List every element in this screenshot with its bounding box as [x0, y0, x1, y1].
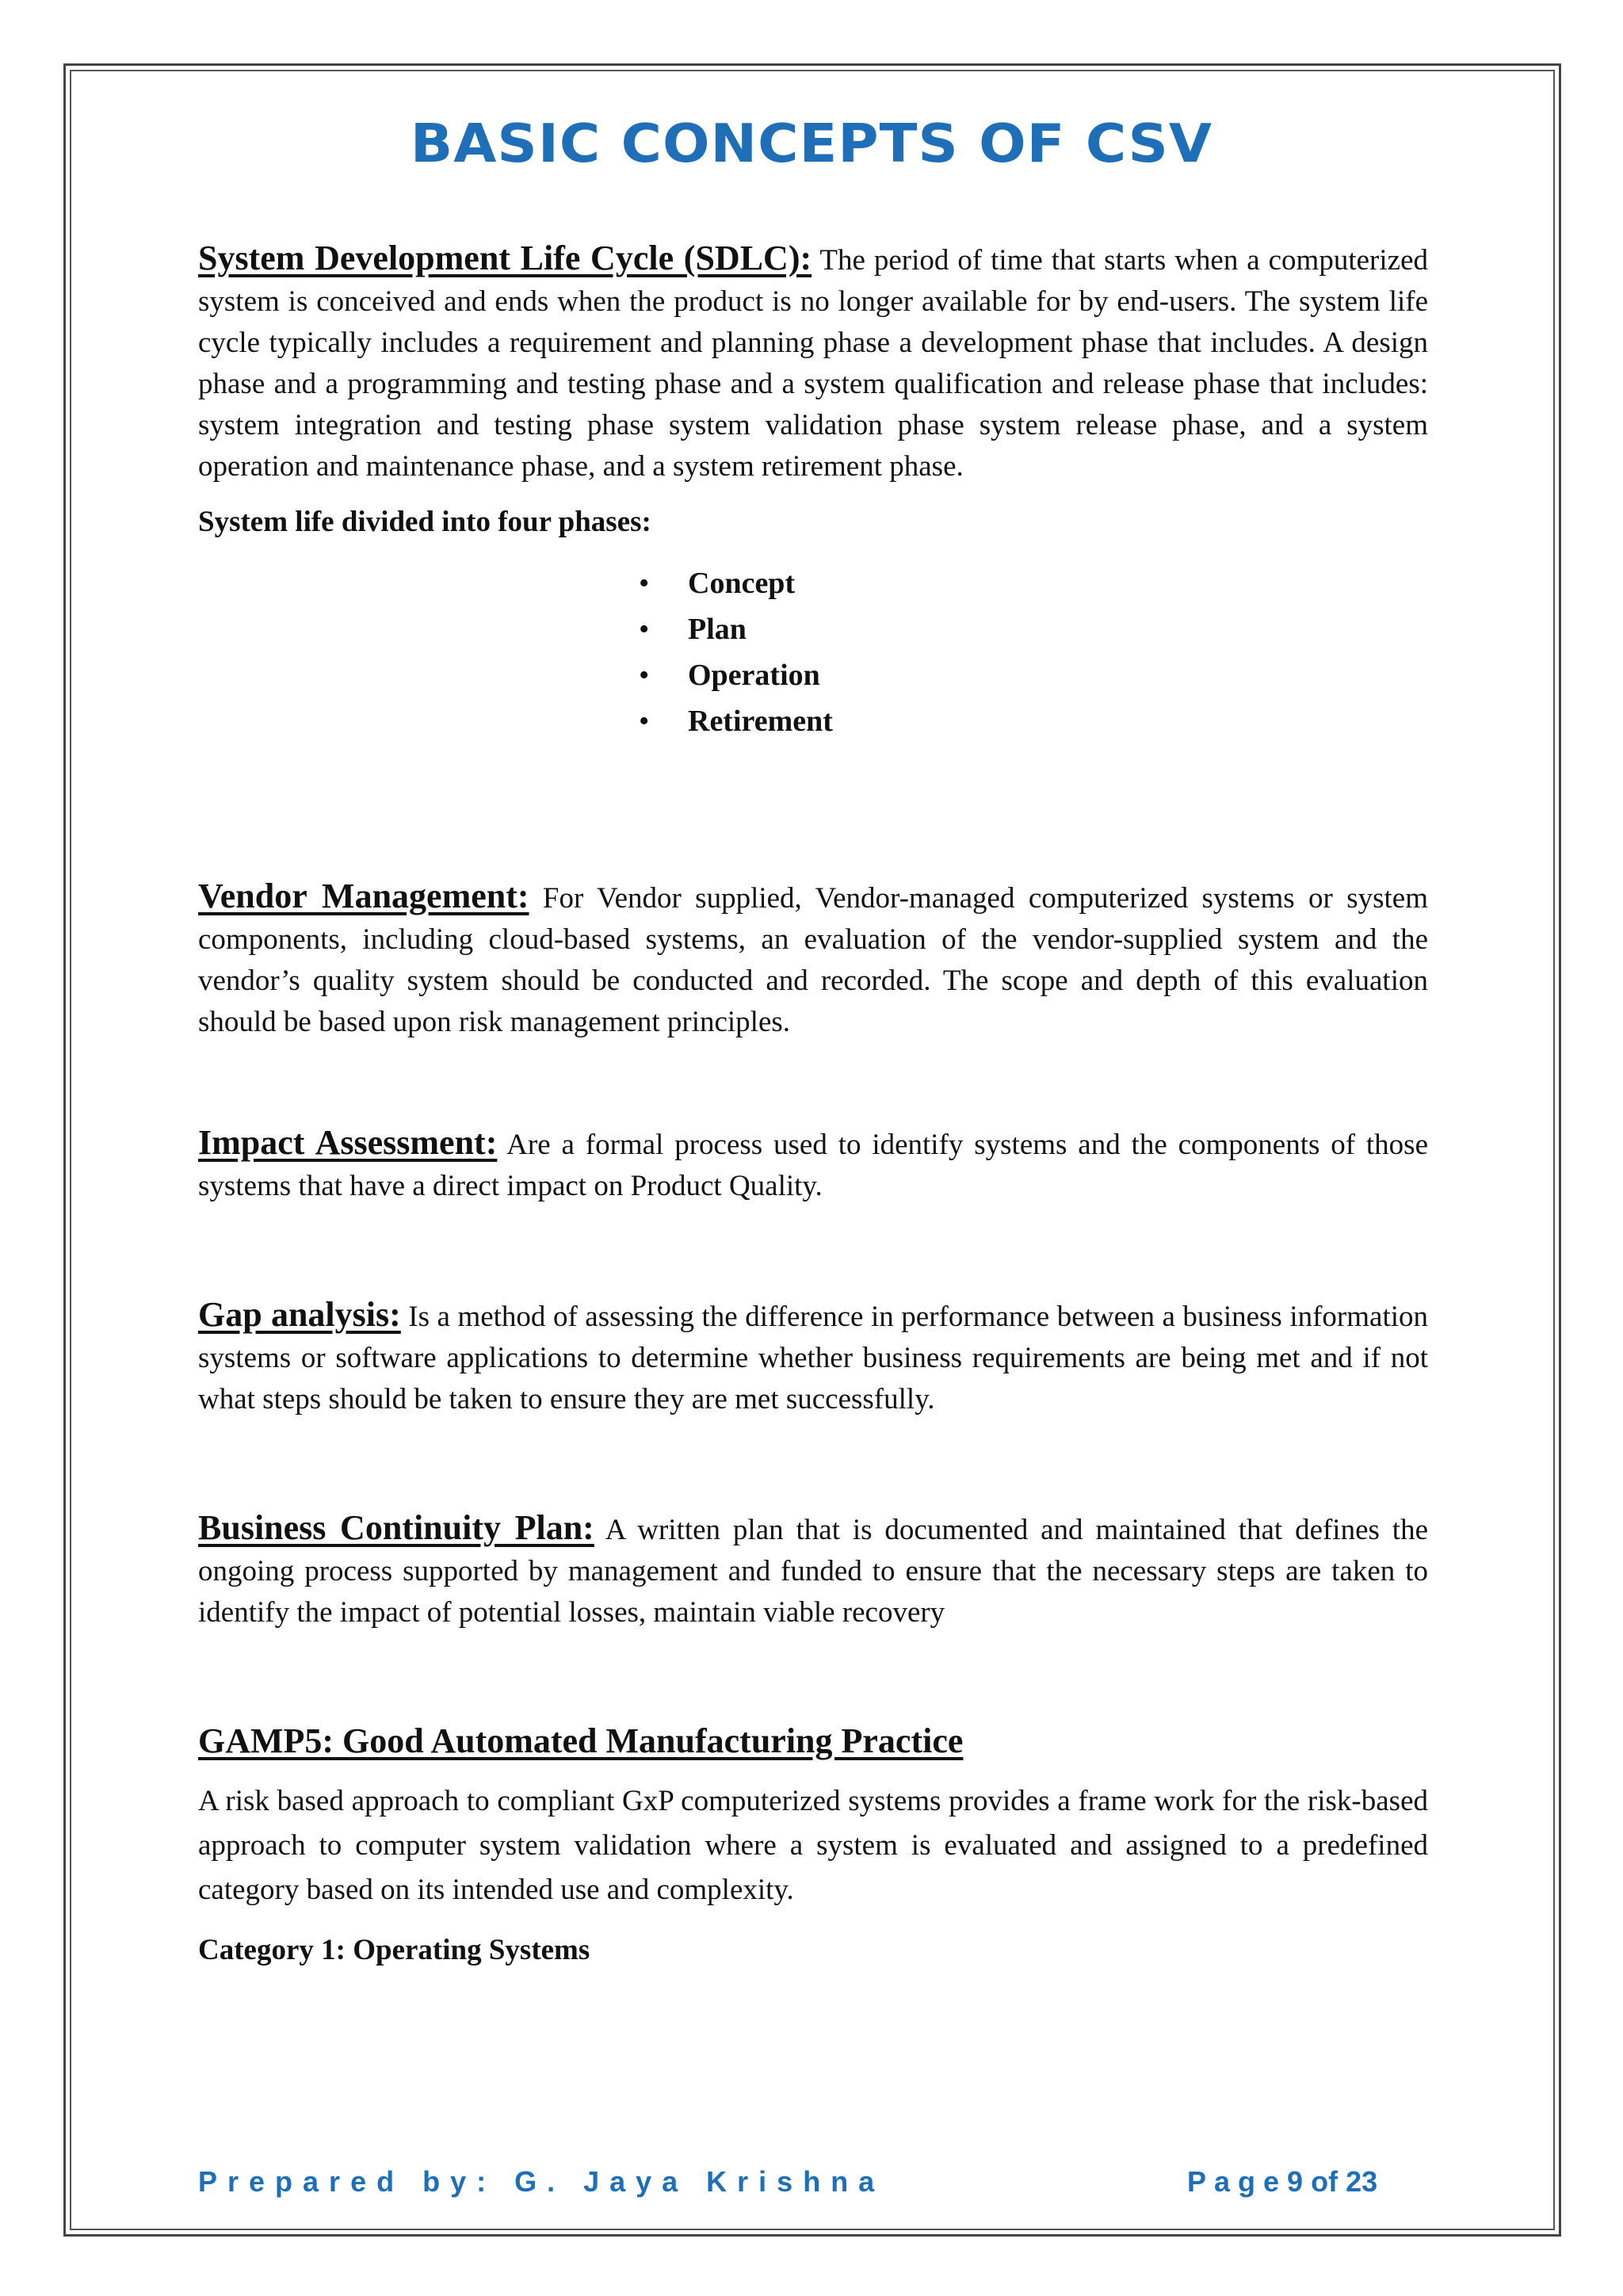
document-body: [198, 238, 1428, 1971]
phase-label: Plan: [688, 613, 747, 646]
list-item: [639, 560, 1428, 606]
sdlc-term: System Development Life Cycle (SDLC):: [198, 239, 812, 277]
page-total: 23: [1346, 2165, 1378, 2198]
phases-heading: System life divided into four phases:: [198, 506, 651, 538]
vendor-paragraph: [198, 876, 1428, 1043]
category-heading: Category 1: Operating Systems: [198, 1934, 590, 1966]
list-item: [639, 652, 1428, 698]
footer-prepared-by: Prepared by: G. Jaya Krishna: [198, 2165, 885, 2198]
impact-term: Impact Assessment:: [198, 1123, 498, 1162]
page-label: Page: [1187, 2165, 1288, 2198]
phase-list: [198, 560, 1428, 744]
bullet-icon: •: [639, 613, 650, 646]
bullet-icon: •: [639, 659, 650, 692]
vendor-text: For Vendor supplied, Vendor-managed computerized systems or system components, including cloud-based systems, an evaluation of the vendor-supplied system and the vendor’s quality system should be conducted and recorded. The scope and depth of this evaluation should be based upon risk management principles.: [198, 882, 1428, 1038]
footer-page-number: [1187, 2165, 1377, 2199]
gap-term: Gap analysis:: [198, 1295, 401, 1334]
of-label: of: [1311, 2165, 1338, 2198]
sdlc-text: The period of time that starts when a computerized system is conceived and ends when the product is no longer available for by end-users. The system life cycle typically includes a requirement and planning phase a development phase that includes. A design phase and a programming and testing phase and a system qualification and release phase that includes: system integration and testing phase system validation phase system release phase, and a system operation and maintenance phase, and a system retirement phase.: [198, 244, 1428, 483]
bcp-paragraph: [198, 1507, 1428, 1633]
list-item: [639, 698, 1428, 744]
page-number: 9: [1287, 2165, 1304, 2198]
list-item: [639, 606, 1428, 652]
phase-label: Concept: [688, 567, 796, 600]
impact-paragraph: [198, 1122, 1428, 1207]
sdlc-paragraph: [198, 238, 1428, 487]
gap-text: Is a method of assessing the difference in performance between a business information systems or software applications to determine whether business requirements are being met and if not what steps should be taken to ensure they are met successfully.: [198, 1301, 1429, 1415]
gap-paragraph: [198, 1294, 1428, 1420]
gamp-paragraph: A risk based approach to compliant GxP computerized systems provides a frame work for the risk-based approach to computer system validation where a system is evaluated and assigned to a predefined category based on its intended use and complexity.: [198, 1785, 1428, 1906]
page-title: BASIC CONCEPTS OF CSV: [410, 113, 1213, 174]
vendor-term: Vendor Management:: [198, 877, 529, 915]
impact-text: Are a formal process used to identify systems and the components of those systems that have a direct impact on Product Quality.: [198, 1129, 1428, 1202]
phase-label: Operation: [688, 659, 820, 692]
gamp-heading: GAMP5: Good Automated Manufacturing Practice: [198, 1721, 964, 1760]
bullet-icon: •: [639, 705, 650, 738]
bcp-term: Business Continuity Plan:: [198, 1508, 594, 1547]
bullet-icon: •: [639, 567, 650, 600]
phase-label: Retirement: [688, 705, 833, 738]
bcp-text: A written plan that is documented and maintained that defines the ongoing process supported by management and funded to ensure that the necessary steps are taken to identify the impact of potential losses, maintain viable recovery: [198, 1514, 1428, 1629]
